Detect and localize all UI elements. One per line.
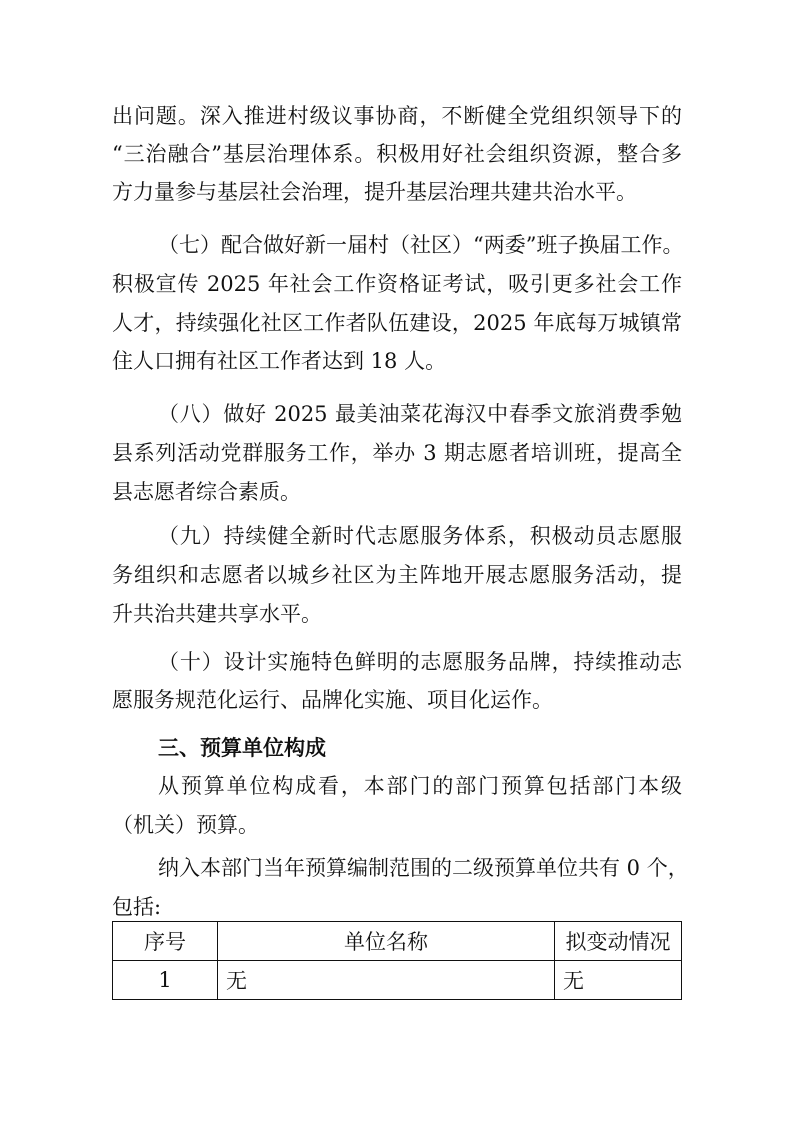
paragraph-line: 人才，持续强化社区工作者队伍建设，2025 年底每万城镇常 — [112, 311, 682, 335]
paragraph-line: 务组织和志愿者以城乡社区为主阵地开展志愿服务活动，提 — [112, 563, 682, 587]
paragraph-line: 升共治共建共享水平。 — [112, 602, 322, 626]
paragraph-line: 住人口拥有社区工作者达到 18 人。 — [112, 349, 447, 373]
cell-unit-name: 无 — [218, 961, 555, 1000]
paragraph-line: （十）设计实施特色鲜明的志愿服务品牌，持续推动志 — [158, 650, 682, 674]
paragraph-line: 县志愿者综合素质。 — [112, 480, 301, 504]
paragraph-line: （七）配合做好新一届村（社区）“两委”班子换届工作。 — [158, 233, 684, 257]
header-planned-change: 拟变动情况 — [555, 922, 682, 961]
paragraph-line: 包括: — [112, 895, 162, 919]
paragraph-line: （八）做好 2025 最美油菜花海汉中春季文旅消费季勉 — [158, 402, 682, 426]
section-heading: 三、预算单位构成 — [158, 736, 326, 760]
paragraph-line: 积极宣传 2025 年社会工作资格证考试，吸引更多社会工作 — [112, 272, 682, 296]
paragraph-line: “三治融合”基层治理体系。积极用好社会组织资源，整合多 — [112, 142, 682, 166]
paragraph-line: （九）持续健全新时代志愿服务体系，积极动员志愿服 — [158, 524, 682, 548]
budget-units-table — [112, 921, 682, 1000]
paragraph-line: 出问题。深入推进村级议事协商，不断健全党组织领导下的 — [112, 104, 682, 128]
paragraph-line: 愿服务规范化运行、品牌化实施、项目化运作。 — [112, 688, 553, 712]
paragraph-line: 从预算单位构成看，本部门的部门预算包括部门本级 — [158, 774, 682, 798]
cell-planned-change: 无 — [555, 961, 682, 1000]
table-header-row — [113, 922, 682, 961]
header-unit-name: 单位名称 — [218, 922, 555, 961]
paragraph-line: 纳入本部门当年预算编制范围的二级预算单位共有 0 个， — [158, 856, 689, 880]
cell-serial-number: 1 — [113, 961, 218, 1000]
paragraph-line: 方力量参与基层社会治理，提升基层治理共建共治水平。 — [112, 180, 637, 204]
paragraph-line: （机关）预算。 — [112, 813, 259, 837]
paragraph-line: 县系列活动党群服务工作，举办 3 期志愿者培训班，提高全 — [112, 441, 682, 465]
table-row — [113, 961, 682, 1000]
header-serial-number: 序号 — [113, 922, 218, 961]
